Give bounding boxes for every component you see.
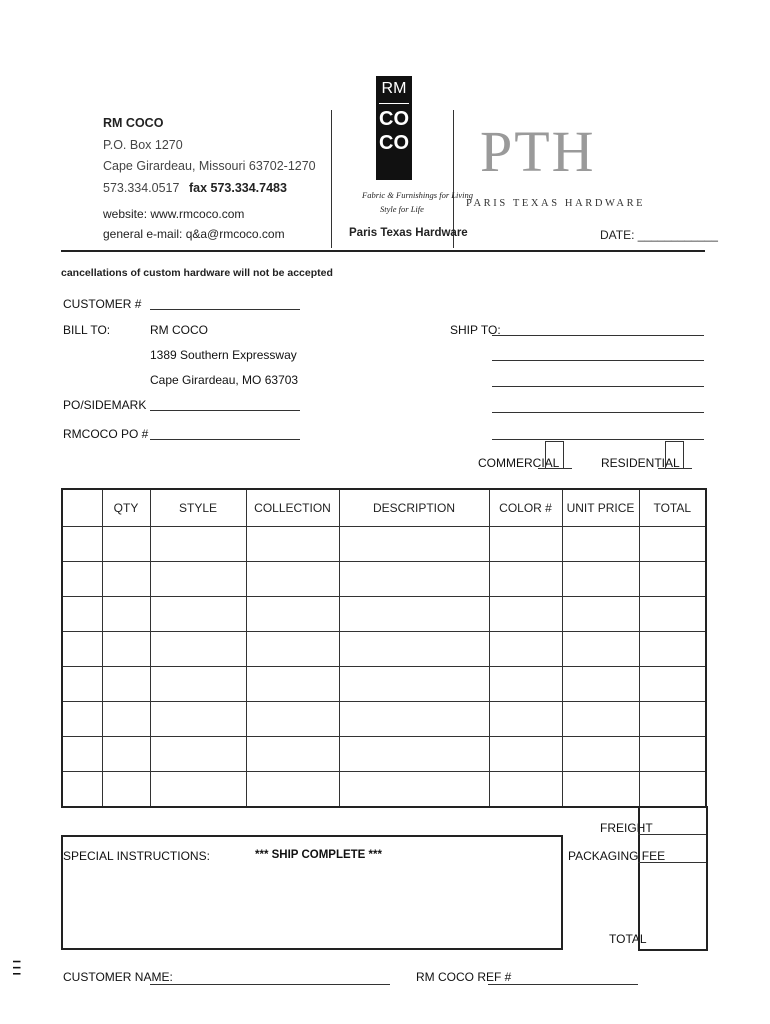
- pth-logo-mark: PTH: [480, 119, 596, 184]
- table-cell[interactable]: [489, 772, 562, 808]
- totals-box: [638, 806, 708, 951]
- table-cell[interactable]: [246, 632, 339, 667]
- commercial-label: COMMERCIAL: [478, 456, 560, 470]
- table-cell[interactable]: [246, 667, 339, 702]
- table-cell[interactable]: [150, 527, 246, 562]
- table-row: [62, 737, 706, 772]
- freight-field[interactable]: [638, 834, 706, 835]
- table-cell[interactable]: [489, 632, 562, 667]
- logo-tagline-1: Fabric & Furnishings for Living: [362, 190, 473, 200]
- logo-rule: [379, 103, 409, 104]
- table-cell[interactable]: [102, 527, 150, 562]
- table-cell[interactable]: [562, 667, 639, 702]
- table-cell[interactable]: [339, 702, 489, 737]
- ship-to-line-2[interactable]: [492, 360, 704, 361]
- ship-to-line-5[interactable]: [492, 439, 704, 440]
- company-phone: 573.334.0517: [103, 181, 180, 195]
- table-cell[interactable]: [150, 562, 246, 597]
- rmcoco-po-field[interactable]: [150, 439, 300, 440]
- table-cell[interactable]: [639, 772, 706, 808]
- table-row: [62, 632, 706, 667]
- bill-to-line2: 1389 Southern Expressway: [150, 348, 297, 362]
- table-cell[interactable]: [246, 702, 339, 737]
- company-email: general e-mail: q&a@rmcoco.com: [103, 227, 285, 241]
- table-row: [62, 667, 706, 702]
- company-phone-fax: [103, 181, 287, 195]
- table-cell[interactable]: [246, 562, 339, 597]
- table-cell[interactable]: [102, 772, 150, 808]
- table-cell[interactable]: [246, 737, 339, 772]
- logo-caption: Paris Texas Hardware: [349, 227, 468, 239]
- table-cell[interactable]: [639, 667, 706, 702]
- table-cell[interactable]: [489, 702, 562, 737]
- table-cell[interactable]: [489, 597, 562, 632]
- freight-label: FREIGHT: [600, 821, 653, 835]
- company-name: RM COCO: [103, 116, 164, 130]
- company-fax: fax 573.334.7483: [188, 181, 287, 195]
- items-table: [61, 488, 707, 808]
- table-cell[interactable]: [639, 562, 706, 597]
- rmcoco-po-label: RMCOCO PO #: [63, 427, 149, 441]
- customer-number-label: CUSTOMER #: [63, 297, 142, 311]
- table-cell[interactable]: [639, 527, 706, 562]
- cancellation-notice: cancellations of custom hardware will not be accepted: [61, 267, 333, 279]
- customer-name-label: CUSTOMER NAME:: [63, 970, 173, 984]
- packaging-fee-field[interactable]: [638, 862, 706, 863]
- table-cell[interactable]: [150, 632, 246, 667]
- ship-complete-note: *** SHIP COMPLETE ***: [255, 849, 382, 861]
- table-header-color: COLOR #: [489, 489, 562, 527]
- table-cell[interactable]: [562, 527, 639, 562]
- po-sidemark-field[interactable]: [150, 410, 300, 411]
- bill-to-label: BILL TO:: [63, 323, 111, 337]
- table-cell[interactable]: [489, 667, 562, 702]
- table-header-qty: QTY: [102, 489, 150, 527]
- table-cell[interactable]: [62, 597, 102, 632]
- side-mark: I I I: [10, 960, 22, 976]
- table-cell[interactable]: [102, 702, 150, 737]
- table-header-total: TOTAL: [639, 489, 706, 527]
- table-cell[interactable]: [62, 772, 102, 808]
- table-cell[interactable]: [150, 702, 246, 737]
- table-cell[interactable]: [562, 632, 639, 667]
- table-cell[interactable]: [150, 737, 246, 772]
- table-cell[interactable]: [639, 702, 706, 737]
- pth-logo-name: PARIS TEXAS HARDWARE: [466, 198, 646, 209]
- table-row: [62, 702, 706, 737]
- table-cell[interactable]: [102, 562, 150, 597]
- table-row: [62, 562, 706, 597]
- rm-coco-logo: [376, 76, 412, 180]
- bill-to-line3: Cape Girardeau, MO 63703: [150, 373, 299, 387]
- po-sidemark-label: PO/SIDEMARK: [63, 398, 147, 412]
- table-cell[interactable]: [339, 667, 489, 702]
- table-cell[interactable]: [62, 632, 102, 667]
- commercial-checkbox[interactable]: [545, 441, 564, 469]
- table-cell[interactable]: [639, 632, 706, 667]
- table-header-unit-price: UNIT PRICE: [562, 489, 639, 527]
- table-cell[interactable]: [562, 737, 639, 772]
- table-cell[interactable]: [562, 562, 639, 597]
- table-row: [62, 527, 706, 562]
- logo-co1-text: CO: [379, 108, 409, 130]
- residential-label: RESIDENTIAL: [601, 456, 680, 470]
- table-header-style: STYLE: [150, 489, 246, 527]
- customer-name-field[interactable]: [150, 984, 390, 985]
- bill-to-line1: RM COCO: [150, 323, 208, 337]
- table-cell[interactable]: [562, 702, 639, 737]
- residential-checkbox[interactable]: [665, 441, 684, 469]
- table-row: [62, 597, 706, 632]
- table-cell[interactable]: [62, 737, 102, 772]
- table-cell[interactable]: [489, 527, 562, 562]
- table-cell[interactable]: [246, 527, 339, 562]
- table-header-line: [62, 489, 102, 527]
- table-cell[interactable]: [339, 597, 489, 632]
- table-cell[interactable]: [150, 772, 246, 808]
- table-cell[interactable]: [102, 632, 150, 667]
- table-cell[interactable]: [62, 702, 102, 737]
- header-bottom-rule: [61, 250, 705, 252]
- table-header-description: DESCRIPTION: [339, 489, 489, 527]
- table-cell[interactable]: [246, 597, 339, 632]
- logo-co2-text: CO: [379, 132, 409, 154]
- table-cell[interactable]: [339, 527, 489, 562]
- date-field[interactable]: DATE: ____________: [600, 228, 718, 242]
- table-cell[interactable]: [339, 562, 489, 597]
- rm-coco-ref-label: RM COCO REF #: [416, 970, 512, 984]
- logo-rm-text: RM: [381, 80, 407, 97]
- table-header-collection: COLLECTION: [246, 489, 339, 527]
- table-cell[interactable]: [639, 597, 706, 632]
- ship-to-line-3[interactable]: [492, 386, 704, 387]
- company-website: website: www.rmcoco.com: [103, 207, 245, 221]
- table-cell[interactable]: [102, 667, 150, 702]
- table-cell[interactable]: [62, 527, 102, 562]
- table-cell[interactable]: [489, 562, 562, 597]
- table-cell[interactable]: [246, 772, 339, 808]
- customer-number-field[interactable]: [150, 309, 300, 310]
- table-cell[interactable]: [339, 772, 489, 808]
- table-cell[interactable]: [562, 772, 639, 808]
- total-label: TOTAL: [609, 932, 647, 946]
- company-city-line: Cape Girardeau, Missouri 63702-1270: [103, 159, 316, 173]
- special-instructions-label: SPECIAL INSTRUCTIONS:: [63, 849, 210, 863]
- table-cell[interactable]: [639, 737, 706, 772]
- rm-coco-ref-field[interactable]: [488, 984, 638, 985]
- table-cell[interactable]: [339, 632, 489, 667]
- table-cell[interactable]: [62, 667, 102, 702]
- table-row: [62, 772, 706, 808]
- table-cell[interactable]: [102, 737, 150, 772]
- header-divider-left: [331, 110, 332, 248]
- table-cell[interactable]: [150, 597, 246, 632]
- ship-to-line-1[interactable]: [492, 335, 704, 336]
- table-cell[interactable]: [489, 737, 562, 772]
- table-body: [62, 527, 706, 808]
- ship-to-label: SHIP TO:: [450, 323, 501, 337]
- table-cell[interactable]: [339, 737, 489, 772]
- table-header-row: [62, 489, 706, 527]
- packaging-fee-label: PACKAGING FEE: [568, 849, 666, 863]
- company-po-box: P.O. Box 1270: [103, 138, 183, 152]
- table-cell[interactable]: [150, 667, 246, 702]
- ship-to-line-4[interactable]: [492, 412, 704, 413]
- table-cell[interactable]: [62, 562, 102, 597]
- table-cell[interactable]: [562, 597, 639, 632]
- table-cell[interactable]: [102, 597, 150, 632]
- logo-tagline-2: Style for Life: [380, 204, 424, 214]
